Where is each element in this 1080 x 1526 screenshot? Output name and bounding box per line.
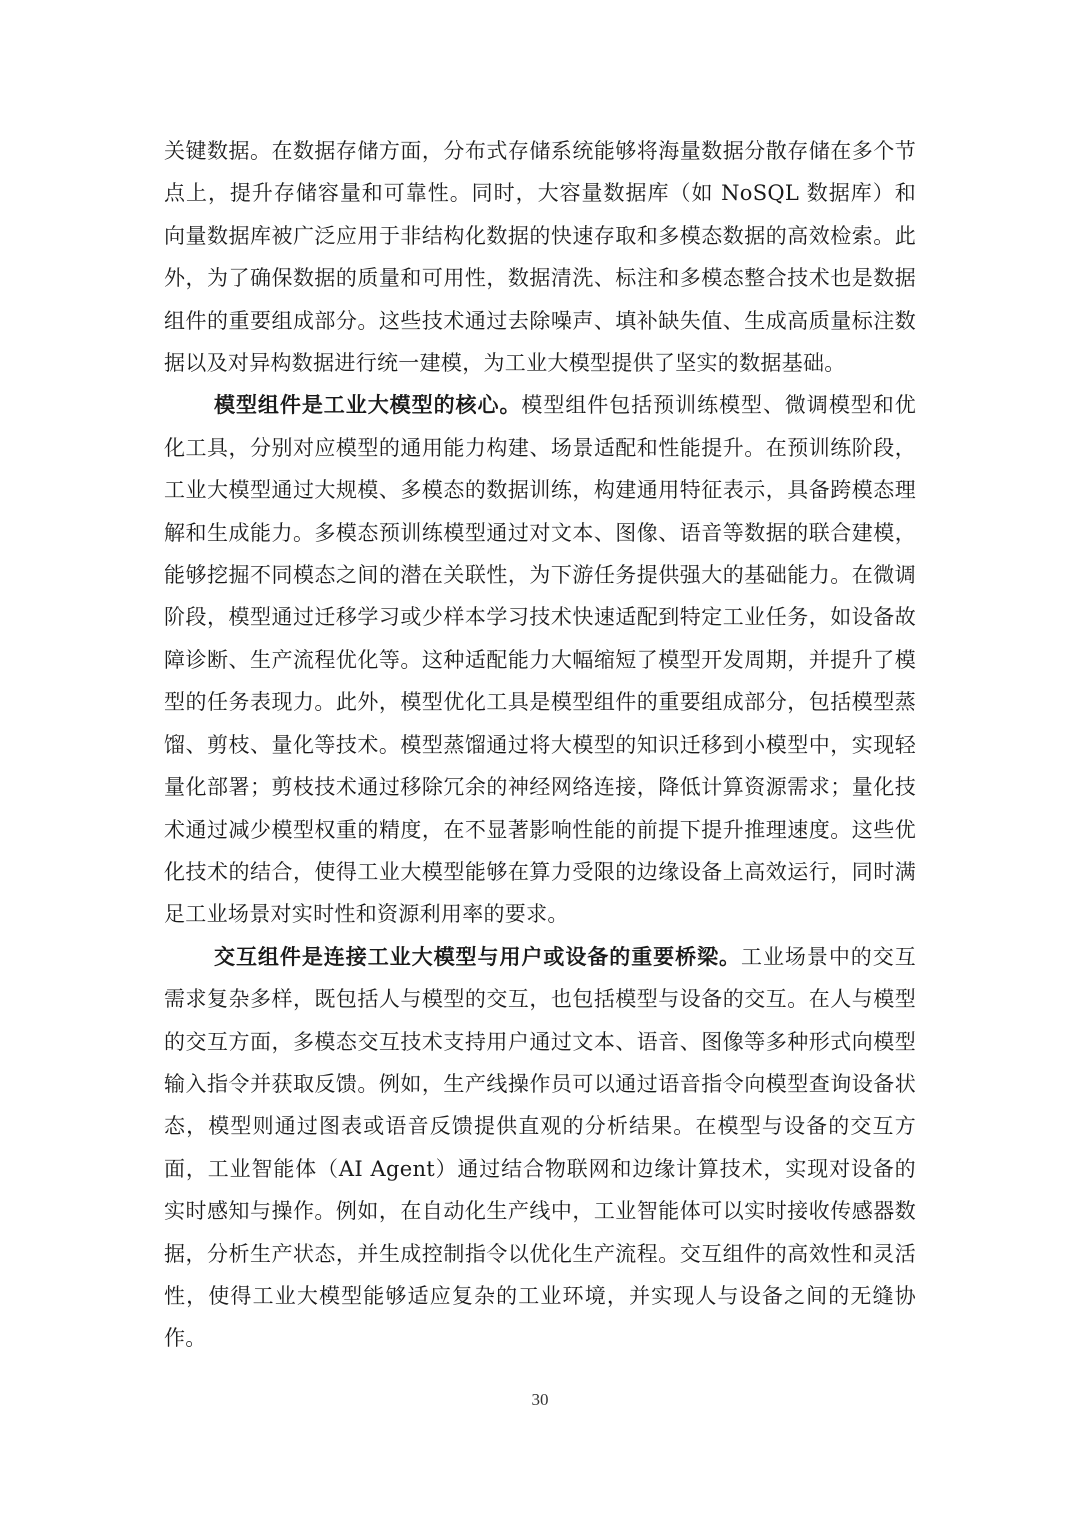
paragraph-text: 模型组件包括预训练模型、微调模型和优化工具，分别对应模型的通用能力构建、场景适配和性能提升。在预训练阶段，工业大模型通过大规模、多模态的数据训练，构建通用特征表示，具备跨模态理解和生成能力。多模态预训练模型通过对文本、图像、语音等数据的联合建模，能够挖掘不同模态之间的潜在关联性，为下游任务提供强大的基础能力。在微调阶段，模型通过迁移学习或少样本学习技术快速适配到特定工业任务，如设备故障诊断、生产流程优化等。这种适配能力大幅缩短了模型开发周期，并提升了模型的任务表现力。此外，模型优化工具是模型组件的重要组成部分，包括模型蒸馏、剪枝、量化等技术。模型蒸馏通过将大模型的知识迁移到小模型中，实现轻量化部署；剪枝技术通过移除冗余的神经网络连接，降低计算资源需求；量化技术通过减少模型权重的精度，在不显著影响性能的前提下提升推理速度。这些优化技术的结合，使得工业大模型能够在算力受限的边缘设备上高效运行，同时满足工业场景对实时性和资源利用率的要求。 xyxy=(164,393,917,927)
page-number: 30 xyxy=(531,1390,549,1409)
paragraph-text: 关键数据。在数据存储方面，分布式存储系统能够将海量数据分散存储在多个节点上，提升存储容量和可靠性。同时，大容量数据库（如 NoSQL 数据库）和向量数据库被广泛应用于非结构化数据的快速存取和多模态数据的高效检索。此外，为了确保数据的质量和可用性，数据清洗、标注和多模态整合技术也是数据组件的重要组成部分。这些技术通过去除噪声、填补缺失值、生成高质量标注数据以及对异构数据进行统一建模，为工业大模型提供了坚实的数据基础。 xyxy=(164,139,916,376)
body-text xyxy=(164,130,916,1360)
paragraph-lead-bold: 交互组件是连接工业大模型与用户或设备的重要桥梁。 xyxy=(214,943,741,969)
paragraph-data-component-continued xyxy=(164,130,916,384)
paragraph-model-component xyxy=(164,384,916,935)
paragraph-text: 工业场景中的交互需求复杂多样，既包括人与模型的交互，也包括模型与设备的交互。在人与模型的交互方面，多模态交互技术支持用户通过文本、语音、图像等多种形式向模型输入指令并获取反馈。例如，生产线操作员可以通过语音指令向模型查询设备状态，模型则通过图表或语音反馈提供直观的分析结果。在模型与设备的交互方面，工业智能体（AI Agent）通过结合物联网和边缘计算技术，实现对设备的实时感知与操作。例如，在自动化生产线中，工业智能体可以实时接收传感器数据，分析生产状态，并生成控制指令以优化生产流程。交互组件的高效性和灵活性，使得工业大模型能够适应复杂的工业环境，并实现人与设备之间的无缝协作。 xyxy=(164,944,916,1351)
paragraph-interaction-component xyxy=(164,936,916,1360)
paragraph-lead-bold: 模型组件是工业大模型的核心。 xyxy=(214,392,522,418)
